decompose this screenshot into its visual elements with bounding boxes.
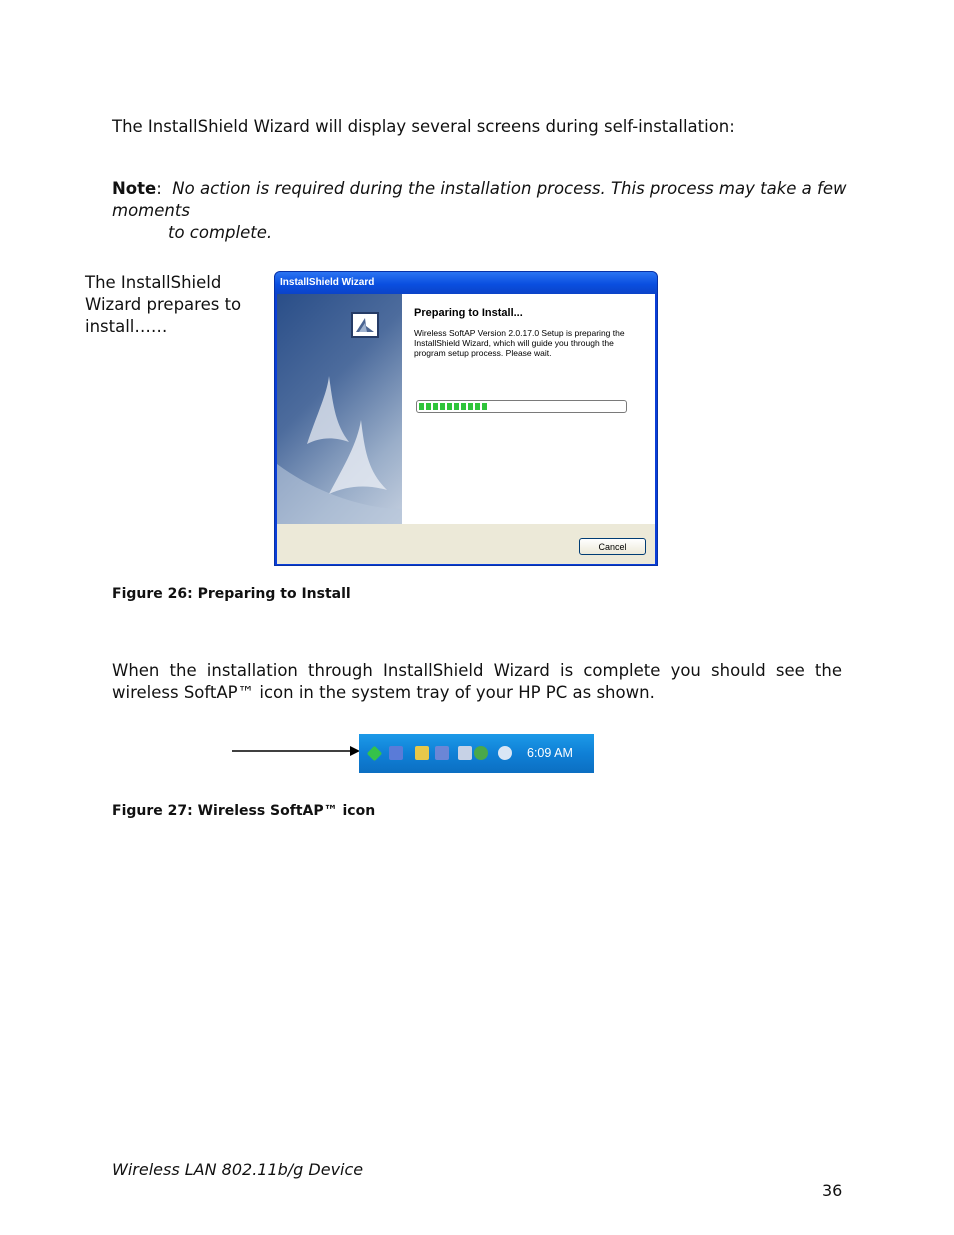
cancel-button[interactable]: Cancel (579, 538, 646, 555)
installshield-logo-icon (351, 312, 379, 338)
note-line-1: No action is required during the installation process. This process may take a few moments (112, 179, 847, 220)
sound-icon[interactable] (498, 746, 512, 760)
softap-icon[interactable] (367, 746, 383, 762)
wizard-title: InstallShield Wizard (280, 277, 375, 288)
network-icon[interactable] (389, 746, 403, 760)
wizard-description: Wireless SoftAP Version 2.0.17.0 Setup is preparing the InstallShield Wizard, which will guide you through the program setup process. Please wait. (414, 328, 625, 358)
security-icon[interactable] (474, 746, 488, 760)
wizard-heading: Preparing to Install... (414, 307, 523, 319)
figure-27-caption: Figure 27: Wireless SoftAP™ icon (112, 803, 376, 819)
installshield-wizard-window (274, 271, 658, 566)
page-number: 36 (822, 1181, 843, 1200)
wizard-titlebar[interactable] (275, 272, 657, 294)
wizard-banner-graphic (277, 294, 402, 524)
side-text: The InstallShield Wizard prepares to install…… (85, 273, 242, 336)
progress-fill (419, 403, 487, 410)
tray-clock[interactable]: 6:09 AM (527, 746, 573, 760)
note-line-2: to complete. (168, 223, 273, 242)
wizard-content-pane (402, 294, 655, 524)
install-progress-bar (416, 400, 627, 413)
note: Note: No action is required during the installation process. This process may take a few moments to complete. (112, 178, 852, 244)
note-label: Note (112, 179, 157, 198)
system-tray (359, 734, 594, 773)
intro-text: The InstallShield Wizard will display several screens during self-installation: (112, 117, 735, 136)
completion-paragraph: When the installation through InstallShield Wizard is complete you should see the wireless SoftAP™ icon in the system tray of your HP PC as shown. (112, 661, 842, 702)
wizard-client-area (277, 294, 655, 564)
computer-icon[interactable] (435, 746, 449, 760)
figure-26-caption: Figure 26: Preparing to Install (112, 586, 351, 602)
network-icon[interactable] (458, 746, 472, 760)
wizard-side-banner (277, 294, 402, 524)
pointer-arrow-icon (232, 743, 362, 759)
footer-title: Wireless LAN 802.11b/g Device (112, 1160, 364, 1179)
network-icon[interactable] (415, 746, 429, 760)
